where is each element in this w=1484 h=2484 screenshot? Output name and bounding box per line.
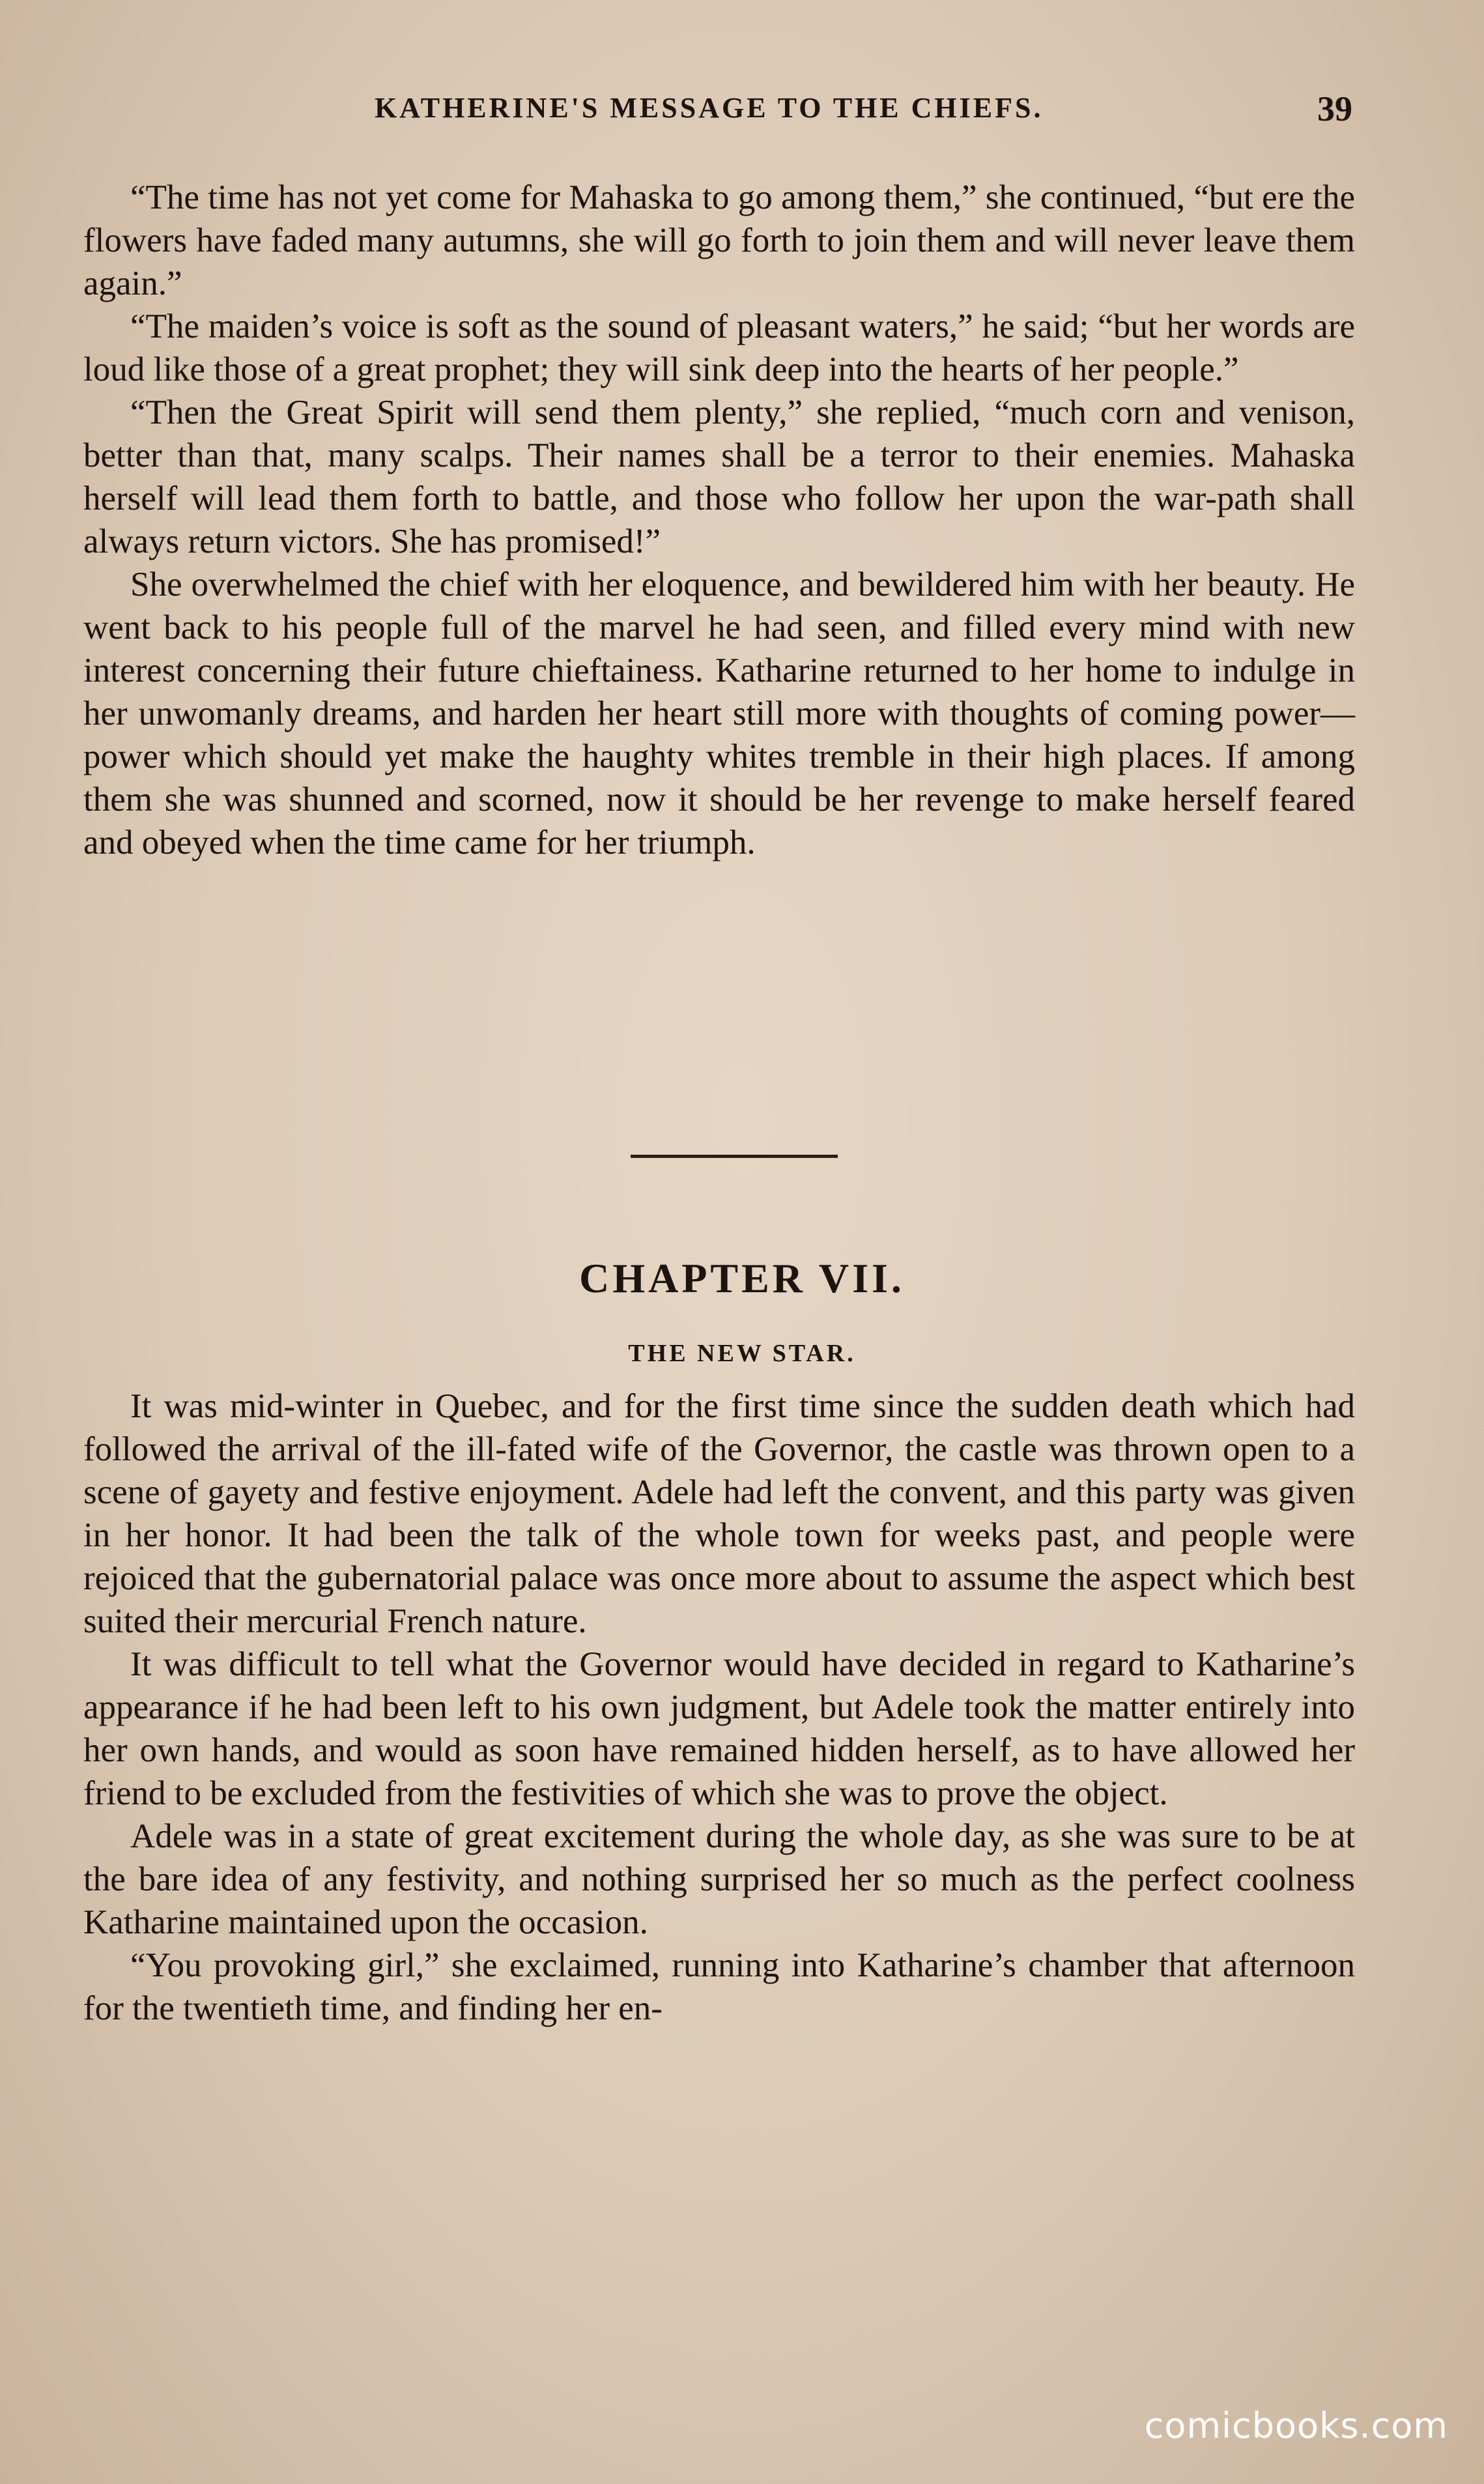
paragraph: It was mid-winter in Quebec, and for the first time since the sudden death which had followed the arrival of the ill-fated wife of the Governor, the castle was thrown open to a scene of gayety and festive enjoyment. Adele had left the convent, and this party was given in her honor. It had been the talk of the whole town for weeks past, and people were rejoiced that the gubernatorial palace was once more about to assume the aspect which best suited their mercurial French nature. bbox=[83, 1387, 1355, 1640]
running-head bbox=[0, 91, 1484, 130]
page-number: 39 bbox=[1317, 89, 1352, 128]
paragraph: She overwhelmed the chief with her eloquence, and bewildered him with her beauty. He went back to his people full of the marvel he had seen, and filled every mind with new interest concerning their future chieftainess. Katharine returned to her home to indulge in her unwomanly dreams, and harden her heart still more with thoughts of coming power—power which should yet make the haughty whites tremble in their high places. If among them she was shunned and scorned, now it should be her revenge to make herself feared and obeyed when the time came for her triumph. bbox=[83, 566, 1355, 861]
paragraph: It was difficult to tell what the Governor would have decided in regard to Katharine’s appearance if he had been left to his own judgment, but Adele took the matter entirely into her own hands, and would as soon have remained hidden herself, as to have allowed her friend to be excluded from the festivities of which she was to prove the object. bbox=[83, 1645, 1355, 1812]
paragraph: “The maiden’s voice is soft as the sound of pleasant waters,” he said; “but her words are loud like those of a great prophet; they will sink deep into the hearts of her people.” bbox=[83, 308, 1355, 388]
paragraph: Adele was in a state of great excitement during the whole day, as she was sure to be at the bare idea of any festivity, and nothing surprised her so much as the perfect coolness Katharine maintained upon the occasion. bbox=[83, 1817, 1355, 1941]
paragraph: “Then the Great Spirit will send them plenty,” she replied, “much corn and venison, better than that, many scalps. Their names shall be a terror to their enemies. Mahaska herself will lead them forth to battle, and those who follow her upon the war-path shall always return victors. She has promised!” bbox=[83, 394, 1355, 560]
watermark: comicbooks.com bbox=[1144, 2405, 1448, 2446]
section-divider bbox=[631, 1155, 838, 1158]
bottom-text-block bbox=[83, 1385, 1355, 2030]
paragraph: “You provoking girl,” she exclaimed, running into Katharine’s chamber that afternoon for the twentieth time, and finding her en- bbox=[83, 1946, 1355, 2027]
top-text-block bbox=[83, 176, 1355, 864]
running-title: KATHERINE'S MESSAGE TO THE CHIEFS. bbox=[375, 92, 1044, 124]
paragraph: “The time has not yet come for Mahaska to go among them,” she continued, “but ere the flowers have faded many autumns, she will go forth to join them and will never leave them again.” bbox=[83, 179, 1355, 302]
chapter-title: CHAPTER VII. bbox=[579, 1255, 905, 1301]
chapter-subtitle: THE NEW STAR. bbox=[628, 1340, 856, 1367]
